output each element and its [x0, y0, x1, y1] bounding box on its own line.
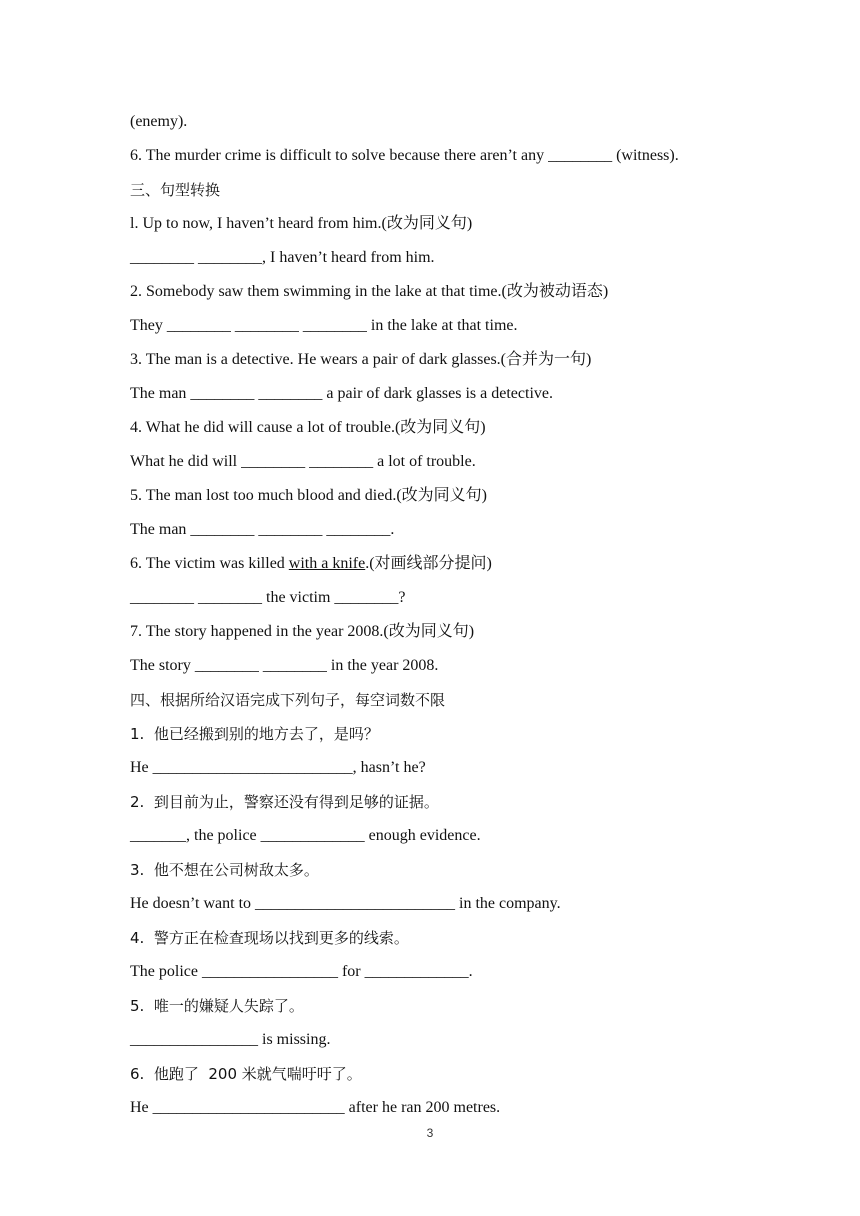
- text-line-translate-5-prompt: 5. 唯一的嫌疑人失踪了。: [130, 997, 304, 1015]
- text-line-translate-1-prompt: 1. 他已经搬到别的地方去了，是吗？: [130, 725, 379, 743]
- text-line-answer-4: What he did will ________ ________ a lot of trouble.: [130, 453, 476, 470]
- text-line-translate-2-prompt: 2. 到目前为止，警察还没有得到足够的证据。: [130, 793, 439, 811]
- text-line-translate-6-answer: He ________________________ after he ran 200 metres.: [130, 1099, 501, 1116]
- text-line-transform-7: 7. The story happened in the year 2008.(改为同义句): [130, 623, 475, 640]
- text-line-translate-5-answer: ________________ is missing.: [130, 1031, 331, 1048]
- text-line-transform-6: [130, 554, 492, 574]
- text-line-transform-3: 3. The man is a detective. He wears a pair of dark glasses.(合并为一句): [130, 351, 592, 368]
- underlined-phrase: with a knife: [288, 555, 366, 572]
- page-number: 3: [426, 1126, 434, 1140]
- text-line-answer-2: They ________ ________ ________ in the lake at that time.: [130, 317, 518, 334]
- section-heading-4: 四、根据所给汉语完成下列句子，每空词数不限: [130, 691, 446, 709]
- text-line-translate-4-answer: The police _________________ for _____________.: [130, 963, 473, 980]
- text-line-answer-3: The man ________ ________ a pair of dark glasses is a detective.: [130, 385, 553, 402]
- text-line-transform-1: l. Up to now, I haven’t heard from him.(改为同义句): [130, 215, 473, 232]
- text-line-translate-3-prompt: 3. 他不想在公司树敌太多。: [130, 861, 319, 879]
- text-line-enemy-continuation: (enemy).: [130, 113, 188, 130]
- text-line-translate-1-answer: He _________________________, hasn’t he?: [130, 759, 426, 776]
- text-line-transform-2: 2. Somebody saw them swimming in the lake at that time.(改为被动语态): [130, 283, 609, 300]
- text-after-underline: .(对画线部分提问): [365, 555, 492, 572]
- text-line-answer-6: ________ ________ the victim ________?: [130, 589, 406, 606]
- text-line-translate-2-answer: _______, the police _____________ enough evidence.: [130, 827, 481, 844]
- section-heading-3: 三、句型转换: [130, 181, 221, 199]
- text-line-answer-1: ________ ________, I haven’t heard from him.: [130, 249, 435, 266]
- text-line-translate-4-prompt: 4. 警方正在检查现场以找到更多的线索。: [130, 929, 409, 947]
- text-line-question-6-witness: 6. The murder crime is difficult to solve because there aren’t any ________ (witness).: [130, 147, 679, 164]
- text-line-answer-7: The story ________ ________ in the year 2008.: [130, 657, 439, 674]
- text-before-underline: 6. The victim was killed: [130, 555, 289, 572]
- text-line-translate-6-prompt: 6. 他跑了 200 米就气喘吁吁了。: [130, 1065, 362, 1083]
- text-line-answer-5: The man ________ ________ ________.: [130, 521, 395, 538]
- text-line-transform-5: 5. The man lost too much blood and died.(改为同义句): [130, 487, 487, 504]
- text-line-transform-4: 4. What he did will cause a lot of trouble.(改为同义句): [130, 419, 486, 436]
- text-line-translate-3-answer: He doesn’t want to _________________________ in the company.: [130, 895, 561, 912]
